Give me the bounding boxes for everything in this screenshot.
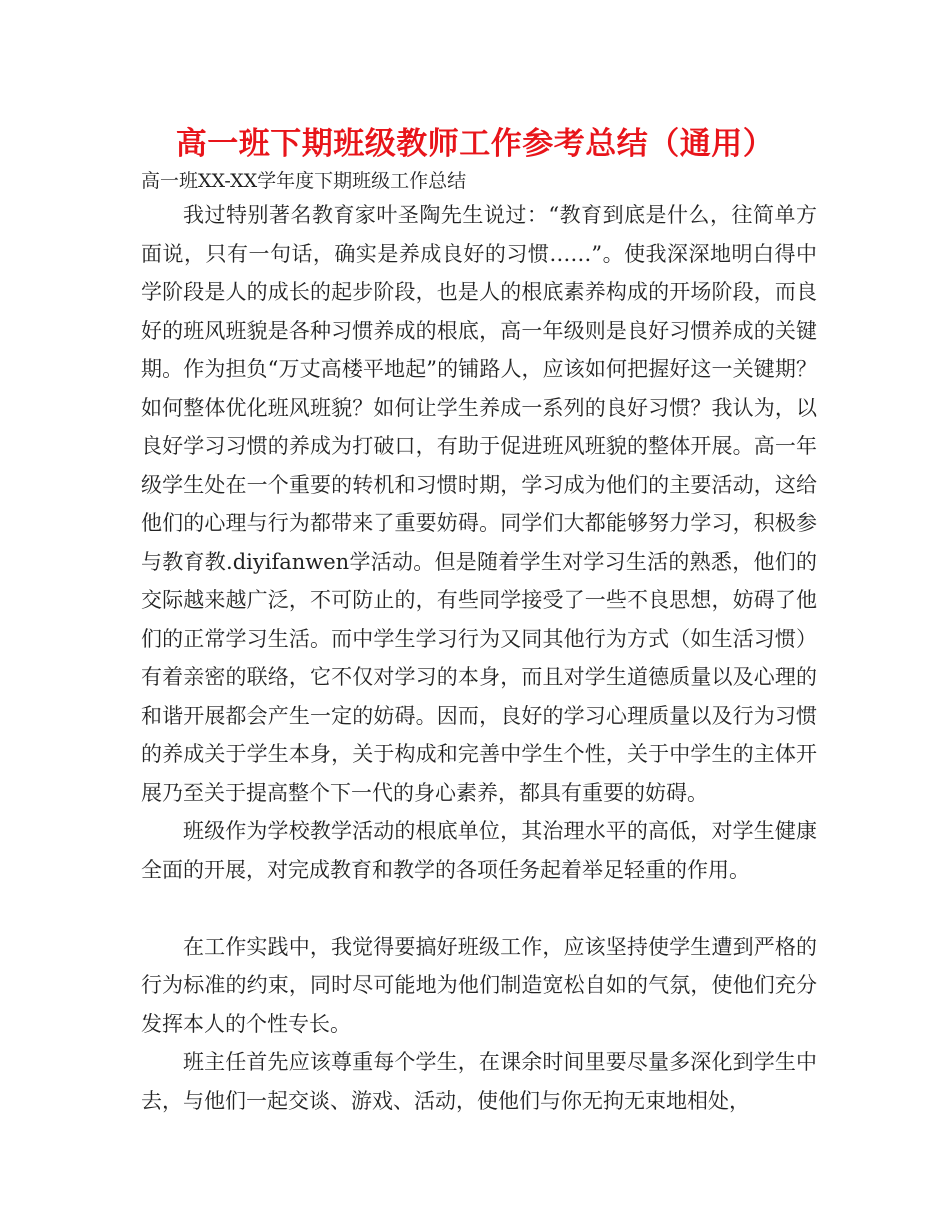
paragraph-3: 在工作实践中，我觉得要搞好班级工作，应该坚持使学生遭到严格的行为标准的约束，同时尽可能地为他们制造宽松自如的气氛，使他们充分发挥本人的个性专长。 <box>141 934 817 1036</box>
document-subtitle: 高一班XX-XX学年度下期班级工作总结 <box>141 170 467 192</box>
paragraph-4: 班主任首先应该尊重每个学生，在课余时间里要尽量多深化到学生中去，与他们一起交谈、游戏、活动，使他们与你无拘无束地相处， <box>141 1050 817 1113</box>
document-body <box>141 196 817 1120</box>
paragraph-2: 班级作为学校教学活动的根底单位，其治理水平的高低，对学生健康全面的开展，对完成教育和教学的各项任务起着举足轻重的作用。 <box>141 819 817 882</box>
paragraph-gap <box>141 889 817 928</box>
document-title: 高一班下期班级教师工作参考总结（通用） <box>175 126 775 162</box>
paragraph-1: 我过特别著名教育家叶圣陶先生说过：“教育到底是什么，往简单方面说，只有一句话，确实是养成良好的习惯……”。使我深深地明白得中学阶段是人的成长的起步阶段，也是人的根底素养构成的开场阶段，而良好的班风班貌是各种习惯养成的根底，高一年级则是良好习惯养成的关键期。作为担负“万丈高楼平地起”的铺路人，应该如何把握好这一关键期？如何整体优化班风班貌？如何让学生养成一系列的良好习惯？我认为，以良好学习习惯的养成为打破口，有助于促进班风班貌的整体开展。高一年级学生处在一个重要的转机和习惯时期，学习成为他们的主要活动，这给他们的心理与行为都带来了重要妨碍。同学们大都能够努力学习，积极参与教育教.diyifanwen学活动。但是随着学生对学习生活的熟悉，他们的交际越来越广泛，不可防止的，有些同学接受了一些不良思想，妨碍了他们的正常学习生活。而中学生学习行为又同其他行为方式（如生活习惯）有着亲密的联络，它不仅对学习的本身，而且对学生道德质量以及心理的和谐开展都会产生一定的妨碍。因而，良好的学习心理质量以及行为习惯的养成关于学生本身，关于构成和完善中学生个性，关于中学生的主体开展乃至关于提高整个下一代的身心素养，都具有重要的妨碍。 <box>141 203 817 805</box>
